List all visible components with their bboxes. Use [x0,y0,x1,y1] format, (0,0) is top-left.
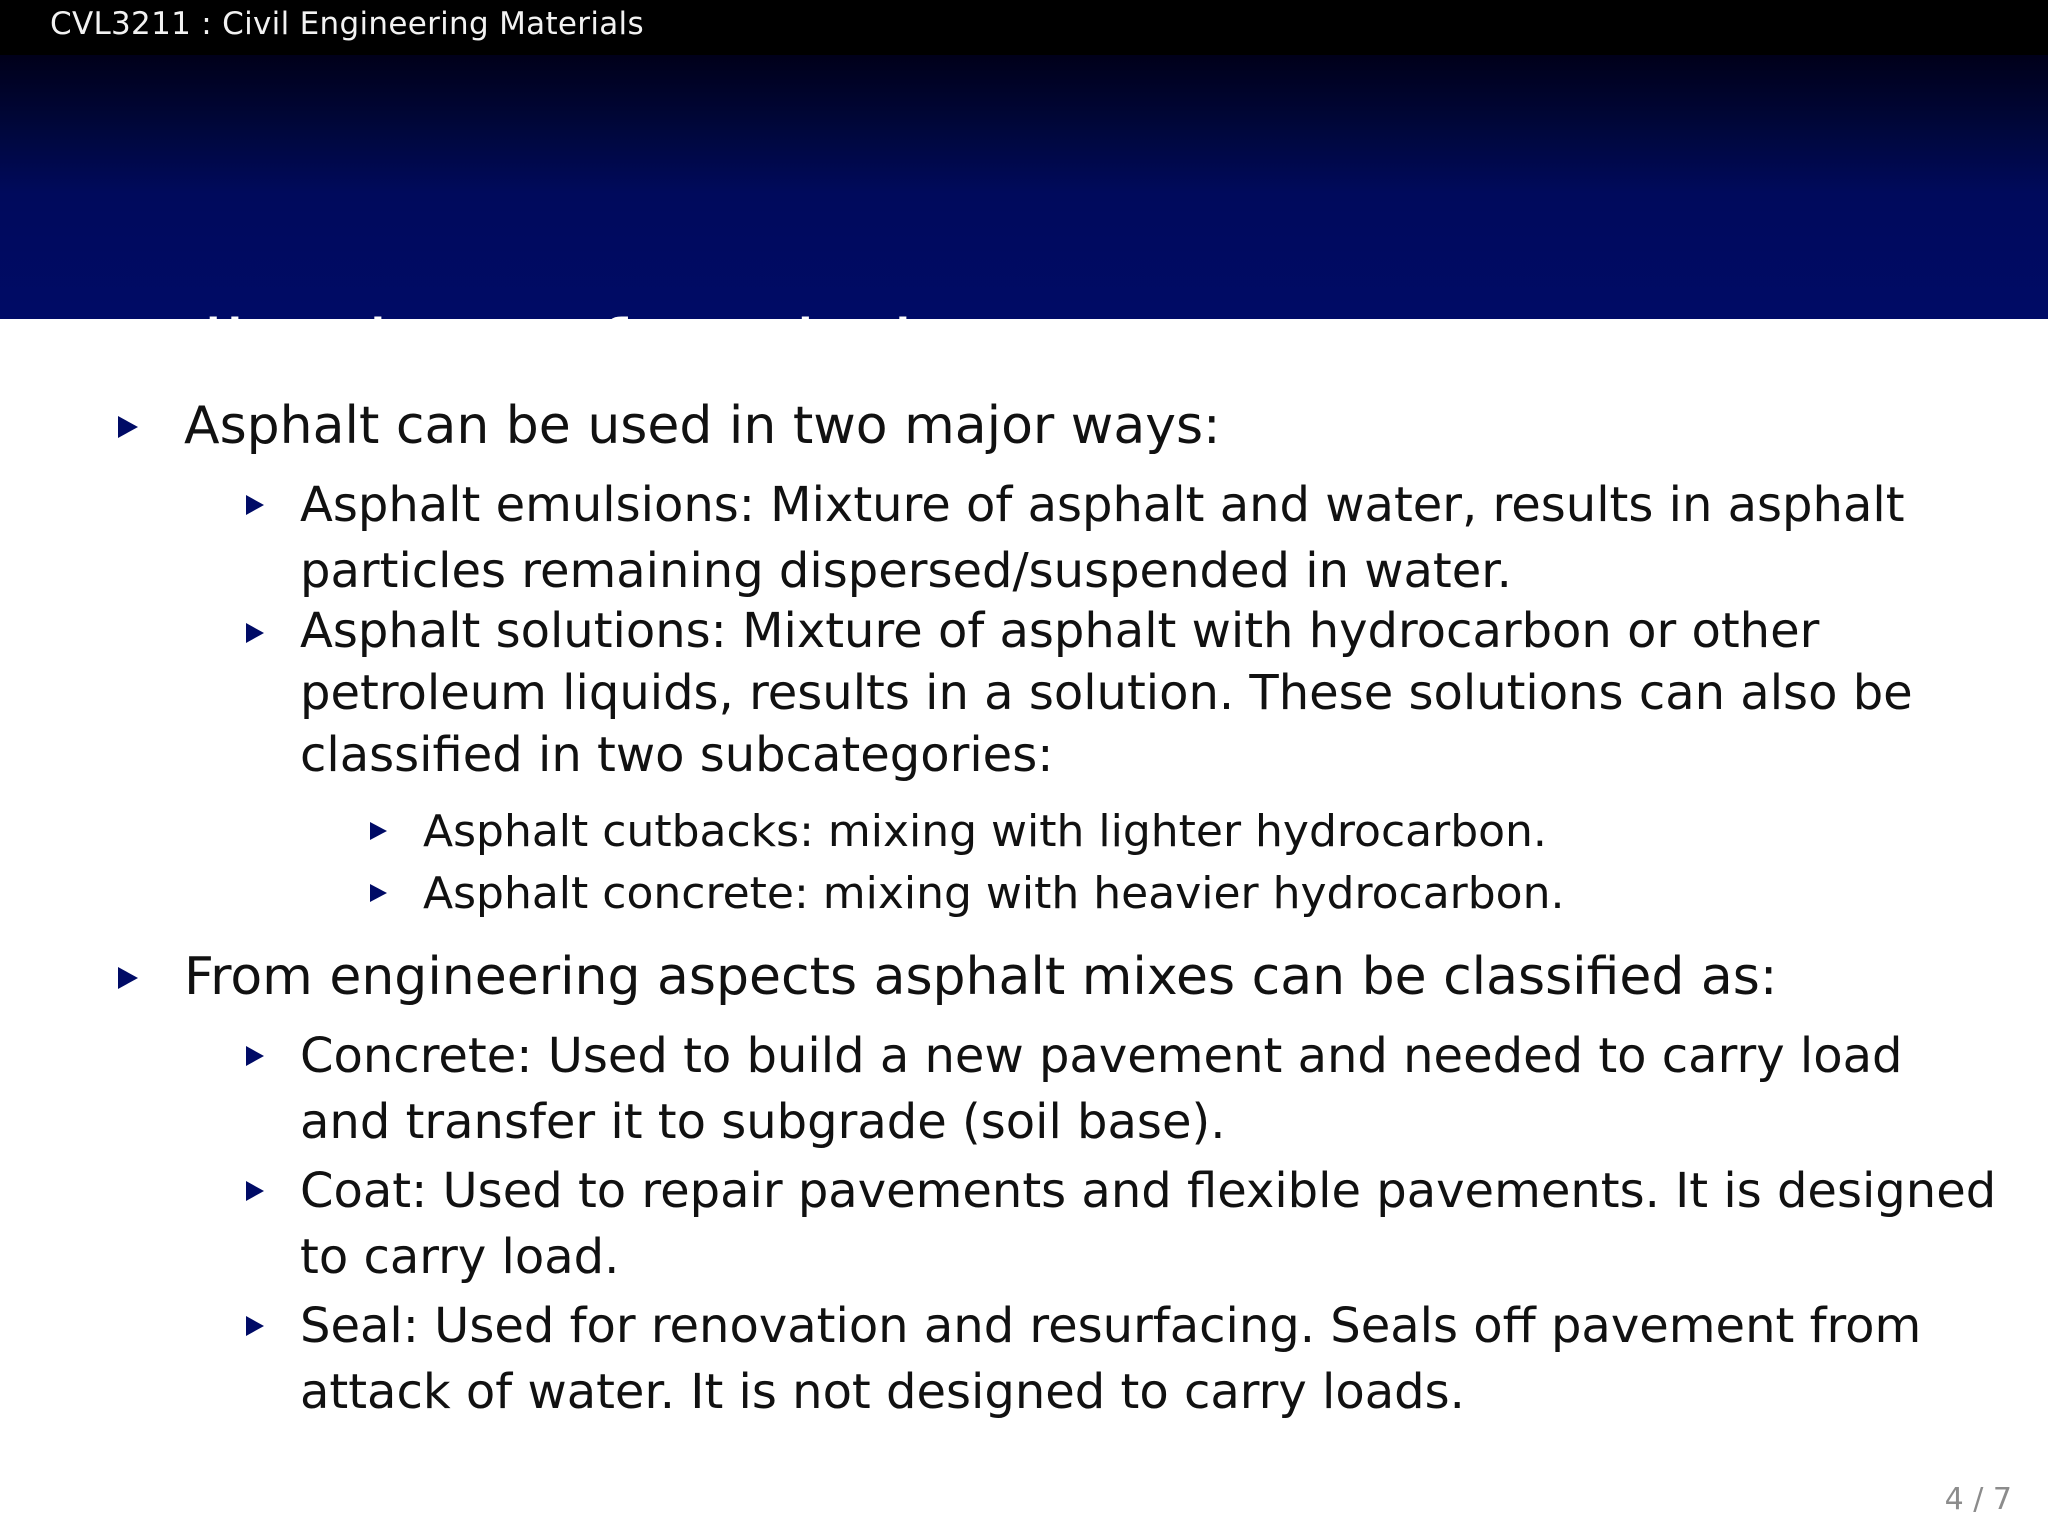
triangle-bullet-icon [246,1316,264,1336]
triangle-bullet-icon [246,1046,264,1066]
sub-bullet-item [246,1023,2006,1155]
sub-sub-bullet-item [370,802,1970,862]
course-header-bar [0,0,2048,55]
triangle-bullet-icon [370,822,387,840]
bullet-text: Asphalt solutions: Mixture of asphalt with hydrocarbon or other petroleum liquids, results in a solution. These solutions can also be classified in two subcategories: [300,603,1913,783]
sub-sub-bullet-item [370,864,1970,924]
bullet-text: Asphalt can be used in two major ways: [184,396,1221,456]
sub-bullet-item [246,1293,2006,1425]
bullet-text: Concrete: Used to build a new pavement and needed to carry load and transfer it to subgrade (soil base). [300,1028,1903,1150]
section-header-bar [0,55,2048,111]
sub-bullet-item [246,600,1946,786]
bullet-item [118,394,1978,458]
bullet-text: Asphalt concrete: mixing with heavier hydrocarbon. [423,868,1565,919]
bullet-text: Coat: Used to repair pavements and flexible pavements. It is designed to carry load. [300,1163,1997,1285]
slide-title: Applications of Asphalt [50,305,945,395]
triangle-bullet-icon [118,416,138,438]
page-number: 4 / 7 [1944,1482,2012,1517]
triangle-bullet-icon [246,1181,264,1201]
bullet-item [118,945,1978,1009]
title-bar [0,111,2048,395]
course-label: CVL3211 : Civil Engineering Materials [50,6,644,42]
triangle-bullet-icon [246,495,264,515]
triangle-bullet-icon [118,967,138,989]
bullet-text: Asphalt cutbacks: mixing with lighter hydrocarbon. [423,806,1547,857]
bullet-text: Seal: Used for renovation and resurfacing. Seals off pavement from attack of water. It is not designed to carry loads. [300,1298,1922,1420]
triangle-bullet-icon [246,623,264,643]
bullet-text: Asphalt emulsions: Mixture of asphalt and water, results in asphalt particles remaining dispersed/suspended in water. [300,477,1905,599]
sub-bullet-item [246,1158,2006,1290]
triangle-bullet-icon [370,884,387,902]
bullet-text: From engineering aspects asphalt mixes can be classified as: [184,947,1778,1007]
sub-bullet-item [246,472,1946,604]
